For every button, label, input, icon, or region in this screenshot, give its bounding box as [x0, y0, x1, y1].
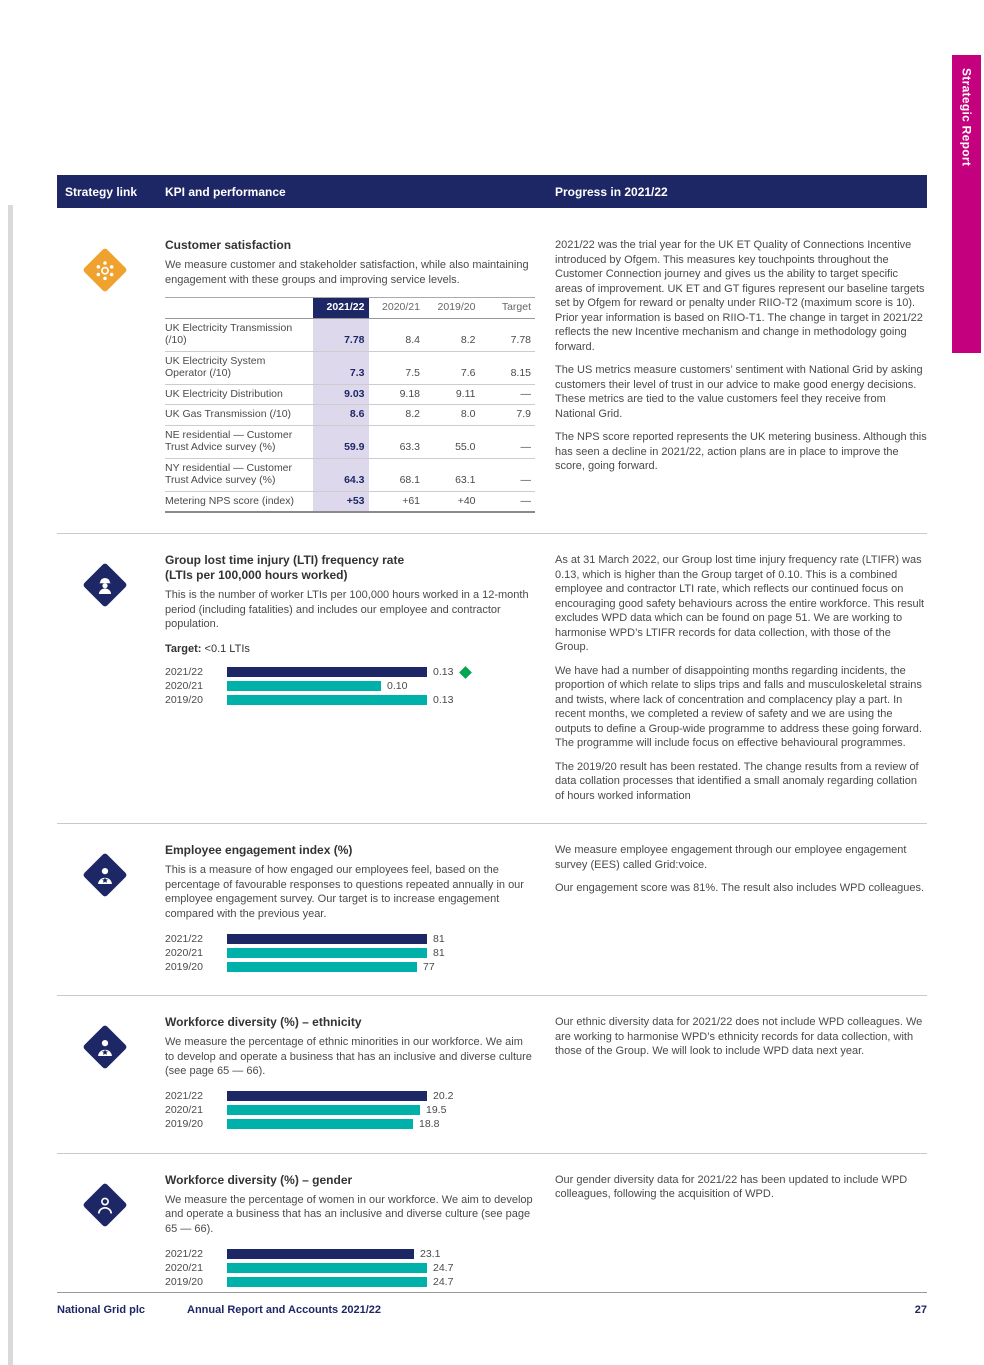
bar-row [165, 1091, 535, 1102]
bar-row [165, 667, 535, 678]
bar-row [165, 695, 535, 706]
table-row [165, 405, 535, 426]
progress-column [555, 1015, 927, 1133]
progress-paragraph: 2021/22 was the trial year for the UK ET Quality of Connections Incentive introduced by Ofgem. This measures key touchpoints throughout the Customer Connection journey and gives us the ability to target specific areas of improvement. UK ET and GT figures represent our baseline targets set by Ofgem for reward or penalty under RIIO-T2 (maximum score is 10). Prior year information is based on RIIO-T1. The change in target in 2021/22 reflects the new Incentive mechanism and change in methodology going forward. [555, 239, 925, 353]
employee-star-icon [82, 852, 127, 897]
bar-value: 23.1 [420, 1247, 441, 1260]
metric-label: Metering NPS score (index) [165, 491, 313, 512]
page-content [57, 175, 927, 1310]
section-diversity-gender [57, 1153, 927, 1311]
value-cell: — [480, 384, 536, 405]
current-year-value: 7.78 [313, 318, 369, 351]
section-diversity-ethnicity [57, 995, 927, 1153]
bar [227, 1119, 413, 1129]
row-label-header [165, 298, 313, 319]
progress-column [555, 238, 927, 513]
year-column-header: 2020/21 [369, 298, 425, 319]
bar [227, 1263, 427, 1273]
metric-label: UK Gas Transmission (/10) [165, 405, 313, 426]
table-row [165, 491, 535, 512]
table-row [165, 384, 535, 405]
bar [227, 948, 427, 958]
current-year-value: 9.03 [313, 384, 369, 405]
target-status-icon [460, 666, 473, 679]
kpi-title [165, 553, 535, 583]
bar-value: 0.13 [433, 694, 454, 706]
bar-row [165, 1119, 535, 1130]
bar-year-label: 2019/20 [165, 1118, 203, 1130]
kpi-column [165, 843, 555, 975]
value-cell: 63.3 [369, 425, 425, 458]
value-cell: 9.18 [369, 384, 425, 405]
ethnicity-bar-chart [165, 1091, 535, 1130]
value-cell: 55.0 [424, 425, 480, 458]
strategy-link-cell [57, 238, 165, 513]
header-strategy-link: Strategy link [65, 184, 138, 199]
kpi-description: This is a measure of how engaged our employees feel, based on the percentage of favourable responses to questions repeated annually in our employee engagement survey. Our target is to increase engagement compared with the previous year. [165, 864, 524, 920]
kpi-title: Employee engagement index (%) [165, 843, 353, 857]
bar-year-label: 2021/22 [165, 1090, 203, 1102]
kpi-title-line2: (LTIs per 100,000 hours worked) [165, 568, 348, 582]
bar-year-label: 2020/21 [165, 946, 203, 959]
bar-year-label: 2021/22 [165, 666, 203, 678]
bar-value: 24.7 [433, 1275, 454, 1288]
customer-satisfaction-icon [82, 247, 127, 292]
value-cell: 8.2 [369, 405, 425, 426]
bar-year-label: 2020/21 [165, 680, 203, 692]
kpi-description: This is the number of worker LTIs per 100,000 hours worked in a 12-month period (including fatalities) and includes our employee and contractor population. [165, 589, 529, 630]
progress-column [555, 1173, 927, 1291]
progress-paragraph: Our ethnic diversity data for 2021/22 does not include WPD colleagues. We are working to harmonise WPD’s ethnicity records for data collection, with those of the Group. We will look to include WPD data next year. [555, 1016, 923, 1057]
progress-paragraph: The NPS score reported represents the UK metering business. Although this has seen a decline in 2021/22, action plans are in place to improve the score, going forward. [555, 431, 927, 472]
value-cell: +61 [369, 491, 425, 512]
table-row [165, 425, 535, 458]
bar-value: 20.2 [433, 1090, 454, 1102]
value-cell: 7.78 [480, 318, 536, 351]
page-footer [57, 1292, 927, 1316]
kpi-target [165, 643, 535, 655]
bar [227, 1105, 420, 1115]
value-cell: — [480, 425, 536, 458]
progress-paragraph: The US metrics measure customers’ sentiment with National Grid by asking customers their level of trust in our advice to make good energy decisions. These metrics are tied to the value customers feel they receive from National Grid. [555, 364, 923, 420]
metric-label: UK Electricity Distribution [165, 384, 313, 405]
table-row [165, 458, 535, 491]
value-cell: 7.5 [369, 351, 425, 384]
bar-row [165, 1276, 535, 1287]
bar-row [165, 1105, 535, 1116]
bar-value: 0.13 [433, 666, 454, 678]
kpi-column [165, 1015, 555, 1133]
year-column-header: Target [480, 298, 536, 319]
bar [227, 1091, 427, 1101]
bar-value: 24.7 [433, 1261, 454, 1274]
bar-year-label: 2020/21 [165, 1104, 203, 1116]
kpi-title: Workforce diversity (%) – ethnicity [165, 1015, 362, 1029]
value-cell: 7.9 [480, 405, 536, 426]
bar-year-label: 2019/20 [165, 1275, 203, 1288]
bar [227, 934, 427, 944]
person-icon [82, 1182, 127, 1227]
value-cell: 68.1 [369, 458, 425, 491]
value-cell: 8.2 [424, 318, 480, 351]
page-edge-strip [8, 205, 13, 1365]
section-lti-frequency-rate [57, 533, 927, 823]
bar-row [165, 1248, 535, 1259]
header-progress-2021-22: Progress in 2021/22 [555, 184, 668, 199]
strategy-link-cell [57, 843, 165, 975]
current-year-value: 59.9 [313, 425, 369, 458]
bar-value: 18.8 [419, 1118, 440, 1130]
safety-hard-hat-icon [82, 562, 127, 607]
kpi-description: We measure the percentage of ethnic minorities in our workforce. We aim to develop and operate a business that has an inclusive and diverse culture (see page 65 — 66). [165, 1036, 532, 1077]
bar-row [165, 1262, 535, 1273]
metric-label: UK Electricity Transmission (/10) [165, 318, 313, 351]
metric-label: UK Electricity System Operator (/10) [165, 351, 313, 384]
diversity-star-icon [82, 1024, 127, 1069]
metric-label: NY residential — Customer Trust Advice survey (%) [165, 458, 313, 491]
progress-paragraph: The 2019/20 result has been restated. The change results from a review of data collation processes that identified a small anomaly regarding collation of hours worked information [555, 760, 919, 802]
value-cell: 9.11 [424, 384, 480, 405]
gender-bar-chart [165, 1248, 535, 1287]
kpi-column [165, 1173, 555, 1291]
progress-paragraph: Our engagement score was 81%. The result also includes WPD colleagues. [555, 882, 925, 894]
kpi-table-header-bar [57, 175, 927, 208]
target-label: Target: [165, 642, 202, 655]
bar [227, 681, 381, 691]
section-tab-strategic-report [952, 55, 981, 353]
bar-row [165, 681, 535, 692]
section-customer-satisfaction [57, 208, 927, 533]
bar-value: 0.10 [387, 680, 408, 692]
value-cell: 8.4 [369, 318, 425, 351]
bar [227, 1249, 414, 1259]
progress-paragraph: We have had a number of disappointing months regarding incidents, the proportion of which relate to slips trips and falls and musculoskeletal strains and twists, where lack of concentration and complacency play a part. In recent months, we completed a review of safety and we are using the outputs to define a Group-wide programme to address these going forward. The programme will include focus on effective behavioural programmes. [555, 664, 922, 749]
footer-report-title: Annual Report and Accounts 2021/22 [187, 1304, 381, 1316]
bar-value: 77 [423, 960, 435, 973]
bar-year-label: 2019/20 [165, 960, 203, 973]
kpi-title: Workforce diversity (%) – gender [165, 1172, 353, 1187]
current-year-value: +53 [313, 491, 369, 512]
footer-company: National Grid plc [57, 1304, 146, 1316]
kpi-description: We measure customer and stakeholder satisfaction, while also maintaining engagement with these groups and improving service levels. [165, 259, 529, 286]
bar-year-label: 2021/22 [165, 1247, 203, 1260]
year-column-header: 2019/20 [424, 298, 480, 319]
current-year-value: 7.3 [313, 351, 369, 384]
value-cell: +40 [424, 491, 480, 512]
engagement-bar-chart [165, 933, 535, 972]
table-header-row [165, 298, 535, 319]
bar-value: 81 [433, 946, 445, 959]
value-cell: 8.0 [424, 405, 480, 426]
section-employee-engagement [57, 823, 927, 995]
bar [227, 695, 427, 705]
header-kpi-and-performance: KPI and performance [165, 184, 286, 199]
bar-row [165, 961, 535, 972]
table-row [165, 351, 535, 384]
value-cell: — [480, 458, 536, 491]
table-row [165, 318, 535, 351]
bar-year-label: 2021/22 [165, 932, 203, 945]
progress-paragraph: As at 31 March 2022, our Group lost time injury frequency rate (LTIFR) was 0.13, which is higher than the Group target of 0.10. This is a combined employee and contractor LTI rate, which reflects our continued focus on encouraging good safety behaviours across the entire workforce. This result excludes WPD data which can be found on page 51. We are working to harmonise WPD’s LTIFR records for data collection, with those of the Group. [555, 554, 925, 653]
strategy-link-cell [57, 553, 165, 803]
value-cell: 7.6 [424, 351, 480, 384]
progress-paragraph: Our gender diversity data for 2021/22 has been updated to include WPD colleagues, following the acquisition of WPD. [555, 1173, 908, 1200]
lti-bar-chart [165, 667, 535, 706]
value-cell: 8.15 [480, 351, 536, 384]
bar-row [165, 947, 535, 958]
side-tab-label: Strategic Report [959, 68, 974, 167]
customer-satisfaction-table [165, 297, 535, 513]
value-cell: — [480, 491, 536, 512]
progress-column [555, 843, 927, 975]
bar [227, 667, 427, 677]
current-year-value: 64.3 [313, 458, 369, 491]
year-column-header: 2021/22 [313, 298, 369, 319]
kpi-title: Customer satisfaction [165, 238, 292, 252]
current-year-value: 8.6 [313, 405, 369, 426]
kpi-description: We measure the percentage of women in our workforce. We aim to develop and operate a business that has an inclusive and diverse culture (see page 65 — 66). [165, 1193, 533, 1235]
bar [227, 1277, 427, 1287]
bar-year-label: 2019/20 [165, 694, 203, 706]
kpi-title-line1: Group lost time injury (LTI) frequency rate [165, 553, 405, 567]
metric-label: NE residential — Customer Trust Advice survey (%) [165, 425, 313, 458]
progress-paragraph: We measure employee engagement through our employee engagement survey (EES) called Grid:voice. [555, 844, 907, 871]
kpi-column [165, 238, 555, 513]
target-value: <0.1 LTIs [201, 642, 250, 655]
bar-value: 81 [433, 932, 445, 945]
bar-row [165, 933, 535, 944]
value-cell: 63.1 [424, 458, 480, 491]
footer-page-number: 27 [914, 1304, 927, 1316]
strategy-link-cell [57, 1173, 165, 1291]
kpi-column [165, 553, 555, 803]
bar-year-label: 2020/21 [165, 1261, 203, 1274]
progress-column [555, 553, 927, 803]
bar [227, 962, 417, 972]
bar-value: 19.5 [426, 1104, 447, 1116]
strategy-link-cell [57, 1015, 165, 1133]
